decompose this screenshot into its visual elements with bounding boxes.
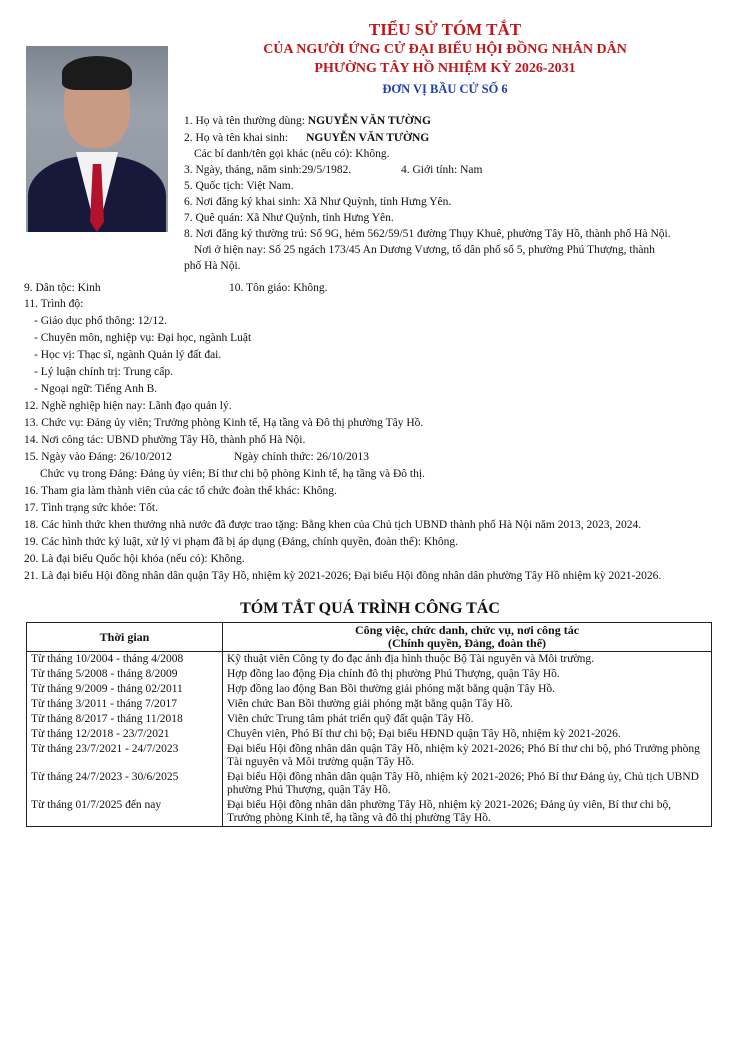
bio-council-membership: 21. Là đại biểu Hội đồng nhân dân quận Tây Hồ, nhiệm kỳ 2021-2026; Đại biểu Hội đồng nhân dân phường Tây Hồ nhiệm kỳ 2021-2026. [24, 570, 662, 582]
table-row [27, 798, 712, 827]
table-row [27, 682, 712, 697]
work-period: Từ tháng 01/7/2025 đến nay [27, 798, 223, 827]
table-row [27, 652, 712, 668]
bio-party-join-date: 15. Ngày vào Đảng: 26/10/2012 [24, 451, 172, 463]
work-description: Hợp đồng lao động Ban Bồi thường giải phóng mặt bằng quận Tây Hồ. [223, 682, 712, 697]
bio-occupation: 12. Nghề nghiệp hiện nay: Lãnh đạo quản lý. [24, 400, 232, 412]
document-subtitle: CỦA NGƯỜI ỨNG CỬ ĐẠI BIỂU HỘI ĐỒNG NHÂN DÂN [263, 42, 627, 57]
bio-foreign-language: - Ngoại ngữ: Tiếng Anh B. [34, 383, 158, 395]
table-row [27, 727, 712, 742]
candidate-portrait [26, 46, 168, 232]
table-row [27, 742, 712, 770]
bio-specialization: - Chuyên môn, nghiệp vụ: Đại học, ngành Luật [34, 332, 252, 344]
table-row [27, 712, 712, 727]
bio-birth-registration: 6. Nơi đăng ký khai sinh: Xã Như Quỳnh, tỉnh Hưng Yên. [184, 196, 452, 208]
work-history-title: TÓM TẮT QUÁ TRÌNH CÔNG TÁC [240, 600, 500, 617]
bio-position: 13. Chức vụ: Đảng ủy viên; Trưởng phòng Kinh tế, Hạ tầng và Đô thị phường Tây Hồ. [24, 417, 424, 429]
bio-general-education: - Giáo dục phổ thông: 12/12. [34, 315, 167, 327]
bio-awards: 18. Các hình thức khen thưởng nhà nước đã được trao tặng: Bằng khen của Chủ tịch UBND thành phố Hà Nội năm 2013, 2023, 2024. [24, 519, 642, 531]
work-period: Từ tháng 9/2009 - tháng 02/2011 [27, 682, 223, 697]
bio-party-position: Chức vụ trong Đảng: Đảng ủy viên; Bí thư chi bộ phòng Kinh tế, hạ tầng và Đô thị. [40, 468, 425, 480]
bio-religion: 10. Tôn giáo: Không. [229, 282, 328, 294]
work-description: Đại biểu Hội đồng nhân dân quận Tây Hồ, nhiệm kỳ 2021-2026; Phó Bí thư chi bộ, phó Trưởng phòng Tài nguyên và Môi trường quận Tây Hồ. [223, 742, 712, 770]
work-description: Kỹ thuật viên Công ty đo đạc ảnh địa hình thuộc Bộ Tài nguyên và Môi trường. [223, 652, 712, 668]
work-description: Hợp đồng lao động Địa chính đô thị phường Phú Thượng, quận Tây Hồ. [223, 667, 712, 682]
bio-ethnicity: 9. Dân tộc: Kinh [24, 282, 101, 294]
document-title: TIỂU SỬ TÓM TẮT [368, 20, 522, 39]
bio-political-theory: - Lý luận chính trị: Trung cấp. [34, 366, 173, 378]
column-header-time: Thời gian [27, 623, 223, 652]
bio-national-assembly: 20. Là đại biểu Quốc hội khóa (nếu có): Không. [24, 553, 245, 565]
table-row [27, 770, 712, 798]
document-subtitle-term: PHƯỜNG TÂY HỒ NHIỆM KỲ 2026-2031 [314, 61, 576, 76]
table-row [27, 697, 712, 712]
bio-common-name: 1. Họ và tên thường dùng: NGUYỄN VĂN TƯỜNG [184, 115, 431, 127]
work-period: Từ tháng 5/2008 - tháng 8/2009 [27, 667, 223, 682]
electoral-unit: ĐƠN VỊ BẦU CỬ SỐ 6 [382, 82, 508, 96]
bio-degree: - Học vị: Thạc sĩ, ngành Quản lý đất đai. [34, 349, 222, 361]
work-description: Chuyên viên, Phó Bí thư chi bộ; Đại biểu HĐND quận Tây Hồ, nhiệm kỳ 2021-2026. [223, 727, 712, 742]
work-period: Từ tháng 23/7/2021 - 24/7/2023 [27, 742, 223, 770]
bio-gender: 4. Giới tính: Nam [401, 164, 483, 176]
bio-health: 17. Tình trạng sức khỏe: Tốt. [24, 502, 158, 514]
bio-current-address-cont: phố Hà Nội. [184, 260, 241, 272]
table-row [27, 667, 712, 682]
bio-birth-name: 2. Họ và tên khai sinh: NGUYỄN VĂN TƯỜNG [184, 132, 430, 144]
bio-education-heading: 11. Trình độ: [24, 298, 84, 310]
work-period: Từ tháng 24/7/2023 - 30/6/2025 [27, 770, 223, 798]
bio-workplace: 14. Nơi công tác: UBND phường Tây Hồ, thành phố Hà Nội. [24, 434, 306, 446]
bio-discipline: 19. Các hình thức kỷ luật, xử lý vi phạm đã bị áp dụng (Đảng, chính quyền, đoàn thể): Không. [24, 536, 459, 548]
bio-permanent-address: 8. Nơi đăng ký thường trú: Số 9G, hẻm 562/59/51 đường Thụy Khuê, phường Tây Hồ, thành phố Hà Nội. [184, 228, 671, 240]
bio-party-official-date: Ngày chính thức: 26/10/2013 [234, 451, 369, 463]
work-period: Từ tháng 12/2018 - 23/7/2021 [27, 727, 223, 742]
work-description: Đại biểu Hội đồng nhân dân phường Tây Hồ, nhiệm kỳ 2021-2026; Đảng ủy viên, Bí thư chi bộ, Trưởng phòng Kinh tế, hạ tầng và đô thị phường Tây Hồ. [223, 798, 712, 827]
bio-birth-date: 3. Ngày, tháng, năm sinh:29/5/1982. [184, 164, 352, 176]
column-header-description: Công việc, chức danh, chức vụ, nơi công tác (Chính quyền, Đảng, đoàn thể) [223, 623, 712, 652]
work-description: Viên chức Trung tâm phát triển quỹ đất quận Tây Hồ. [223, 712, 712, 727]
bio-organizations: 16. Tham gia làm thành viên của các tổ chức đoàn thể khác: Không. [24, 485, 337, 497]
work-description: Đại biểu Hội đồng nhân dân quận Tây Hồ, nhiệm kỳ 2021-2026; Phó Bí thư Đảng ủy, Chủ tịch UBND phường Phú Thượng, quận Tây Hồ. [223, 770, 712, 798]
bio-nationality: 5. Quốc tịch: Việt Nam. [184, 180, 294, 192]
work-period: Từ tháng 3/2011 - tháng 7/2017 [27, 697, 223, 712]
bio-hometown: 7. Quê quán: Xã Như Quỳnh, tỉnh Hưng Yên. [184, 212, 394, 224]
work-period: Từ tháng 10/2004 - tháng 4/2008 [27, 652, 223, 668]
work-history-table [26, 622, 712, 827]
table-header-row [27, 623, 712, 652]
bio-aliases: Các bí danh/tên gọi khác (nếu có): Không. [194, 148, 390, 160]
work-description: Viên chức Ban Bồi thường giải phóng mặt bằng quận Tây Hồ. [223, 697, 712, 712]
bio-current-address: Nơi ở hiện nay: Số 25 ngách 173/45 An Dương Vương, tổ dân phố số 5, phường Phú Thượng, thành [194, 244, 655, 256]
work-period: Từ tháng 8/2017 - tháng 11/2018 [27, 712, 223, 727]
